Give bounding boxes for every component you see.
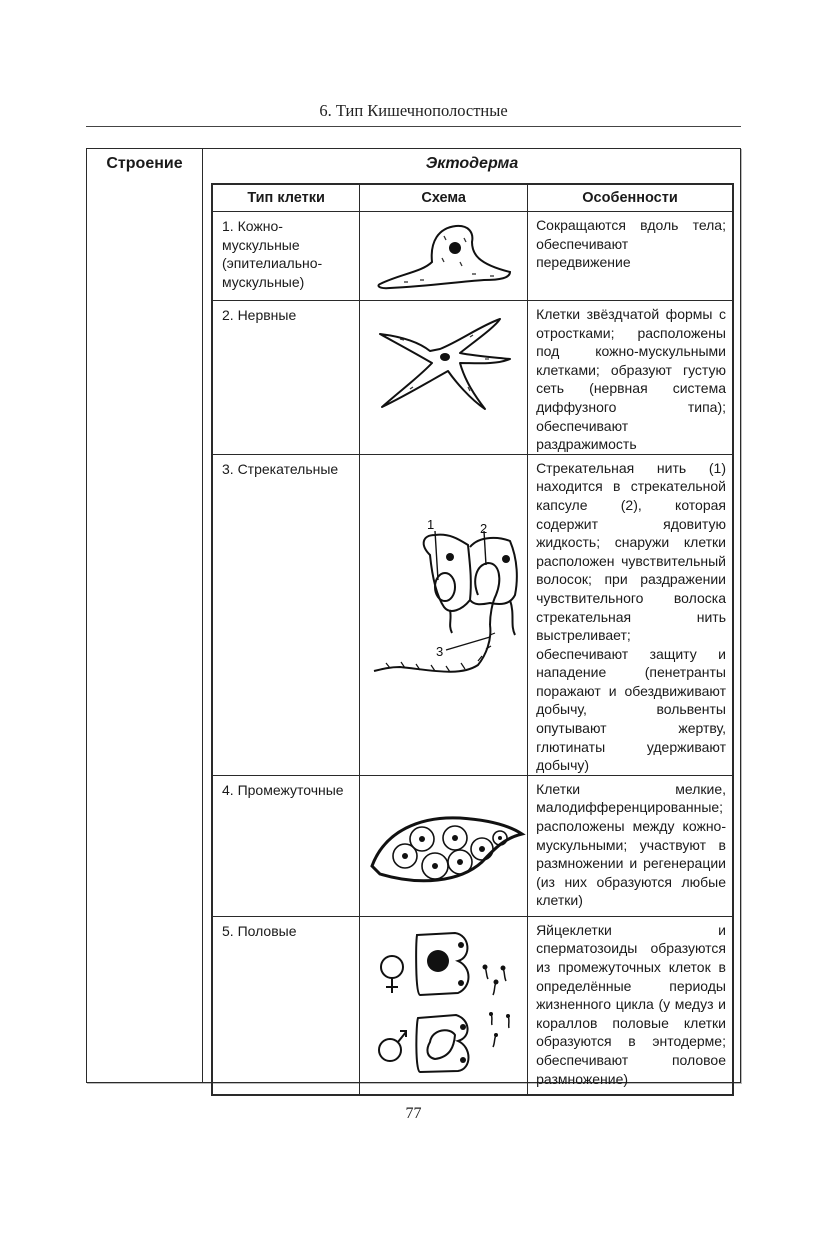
- layer-title: Эктодерма: [425, 155, 519, 172]
- ectoderm-cells-table: [211, 183, 734, 1096]
- stinging-cell-drawing-icon: [360, 455, 530, 766]
- page-number: 77: [405, 1105, 422, 1122]
- table-row: [212, 916, 733, 1095]
- label-3: 3: [436, 643, 444, 659]
- cell-features: Стрекательная нить (1) находится в стрекательной капсуле (2), которая содержит ядовитую жидкость; снаружи клетки расположен чувствительный волосок; при раздражении чувствительного волоска стрекательная нить выстреливает; обеспечивают защиту и нападение (пенетранты поражают и обездвиживают добычу, вольвенты опутывают жертву, глютинаты удерживают добычу): [528, 454, 733, 775]
- column-header-features: Особенности: [528, 184, 733, 212]
- cell-type: 2. Нервные: [212, 301, 360, 455]
- header-rule: [86, 126, 741, 127]
- cell-features: Клетки мелкие, малодифференцированные; расположены между кожно-мускульными; участвуют в размножении и регенерации (из них образуются любые клетки): [528, 775, 733, 916]
- cell-features: Яйцеклетки и сперматозоиды образуются из промежуточных клеток в определённые периоды жизненного цикла (у медуз и кораллов половые клетки образуются в энтодерме; обеспечивают половое размножение): [528, 916, 733, 1095]
- table-row: [212, 454, 733, 775]
- epithelial-muscle-cell-drawing-icon: [360, 212, 530, 301]
- table-row: [212, 301, 733, 455]
- table-header-row: [212, 184, 733, 212]
- label-1: 1: [427, 516, 435, 532]
- table-row: [212, 212, 733, 301]
- sex-cells-drawing-icon: [360, 917, 530, 1096]
- cell-features: Сокращаются вдоль тела; обеспечивают передвижение: [528, 212, 733, 301]
- cell-features: Клетки звёздчатой формы с отростками; расположены под кожно-мускульными клетками; образуют густую сеть (нервная система диффузного типа); обеспечивают раздражимость: [528, 301, 733, 455]
- schema-cell: [360, 454, 528, 775]
- column-header-schema: Схема: [360, 184, 528, 212]
- interstitial-cells-drawing-icon: [360, 776, 530, 917]
- schema-cell: [360, 775, 528, 916]
- cell-type: 5. Половые: [212, 916, 360, 1095]
- nerve-cell-drawing-icon: [360, 301, 530, 442]
- cell-type: 1. Кожно-мускульные (эпителиально-мускульные): [212, 212, 360, 301]
- running-head: 6. Тип Кишечнополостные: [319, 101, 508, 120]
- schema-cell: [360, 212, 528, 301]
- schema-cell: [360, 301, 528, 455]
- column-header-cell-type: Тип клетки: [212, 184, 360, 212]
- cell-type: 4. Промежуточные: [212, 775, 360, 916]
- label-2: 2: [480, 520, 488, 536]
- table-row: [212, 775, 733, 916]
- cell-type: 3. Стрекательные: [212, 454, 360, 775]
- section-label: Строение: [106, 155, 183, 172]
- column-divider: [202, 149, 203, 1082]
- schema-cell: [360, 916, 528, 1095]
